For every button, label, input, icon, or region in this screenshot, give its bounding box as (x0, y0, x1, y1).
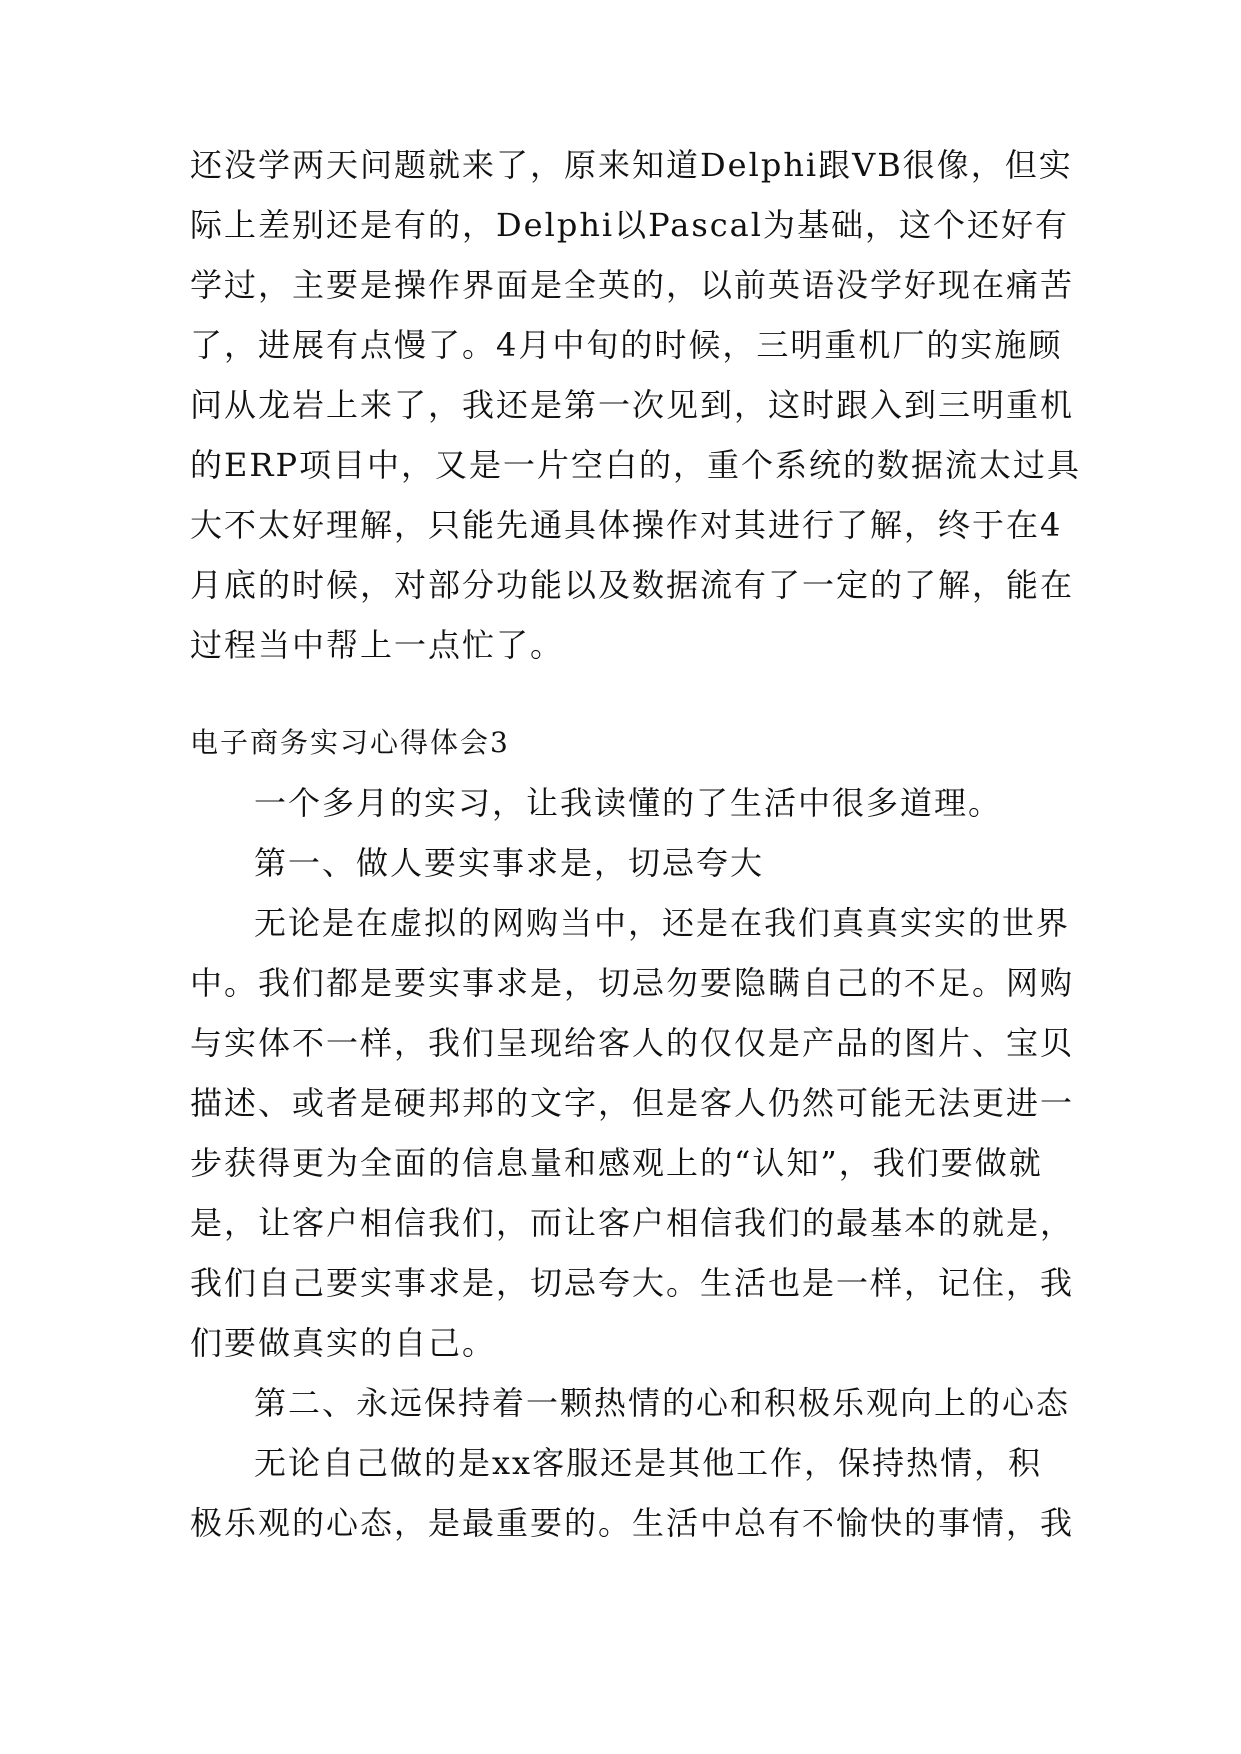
paragraph-1 (190, 135, 1081, 675)
subheading-line: 第一、做人要实事求是，切忌夸大 (254, 844, 765, 882)
text-line: 学过，主要是操作界面是全英的，以前英语没学好现在痛苦 (190, 266, 1075, 304)
section-title: 电子商务实习心得体会3 (190, 726, 510, 759)
text-line: 月底的时候，对部分功能以及数据流有了一定的了解，能在 (190, 566, 1075, 604)
text-line: 无论是在虚拟的网购当中，还是在我们真真实实的世界 (254, 904, 1071, 942)
text-line: 步获得更为全面的信息量和感观上的“认知”，我们要做就 (190, 1144, 1043, 1182)
text-line: 中。我们都是要实事求是，切忌勿要隐瞒自己的不足。网购 (190, 964, 1075, 1002)
text-line: 大不太好理解，只能先通具体操作对其进行了解，终于在4 (190, 506, 1063, 544)
subheading-line: 第二、永远保持着一颗热情的心和积极乐观向上的心态 (254, 1384, 1071, 1422)
text-line: 描述、或者是硬邦邦的文字，但是客人仍然可能无法更进一 (190, 1084, 1075, 1122)
text-line: 一个多月的实习，让我读懂的了生活中很多道理。 (254, 784, 1003, 822)
text-line: 问从龙岩上来了，我还是第一次见到，这时跟入到三明重机 (190, 386, 1075, 424)
text-line: 过程当中帮上一点忙了。 (190, 626, 565, 664)
text-line: 是，让客户相信我们，而让客户相信我们的最基本的就是， (190, 1204, 1075, 1242)
text-line: 的ERP项目中，又是一片空白的，重个系统的数据流太过具 (190, 446, 1081, 484)
section-3 (190, 713, 1075, 1553)
text-line: 极乐观的心态，是最重要的。生活中总有不愉快的事情，我 (190, 1504, 1075, 1542)
text-line: 际上差别还是有的，Delphi以Pascal为基础，这个还好有 (190, 206, 1069, 244)
text-line: 们要做真实的自己。 (190, 1324, 497, 1362)
text-line: 无论自己做的是xx客服还是其他工作，保持热情，积 (254, 1444, 1043, 1482)
text-line: 我们自己要实事求是，切忌夸大。生活也是一样，记住，我 (190, 1264, 1075, 1302)
text-line: 了，进展有点慢了。4月中旬的时候，三明重机厂的实施顾 (190, 326, 1063, 364)
text-line: 与实体不一样，我们呈现给客人的仅仅是产品的图片、宝贝 (190, 1024, 1075, 1062)
text-line: 还没学两天问题就来了，原来知道Delphi跟VB很像，但实 (190, 146, 1073, 184)
